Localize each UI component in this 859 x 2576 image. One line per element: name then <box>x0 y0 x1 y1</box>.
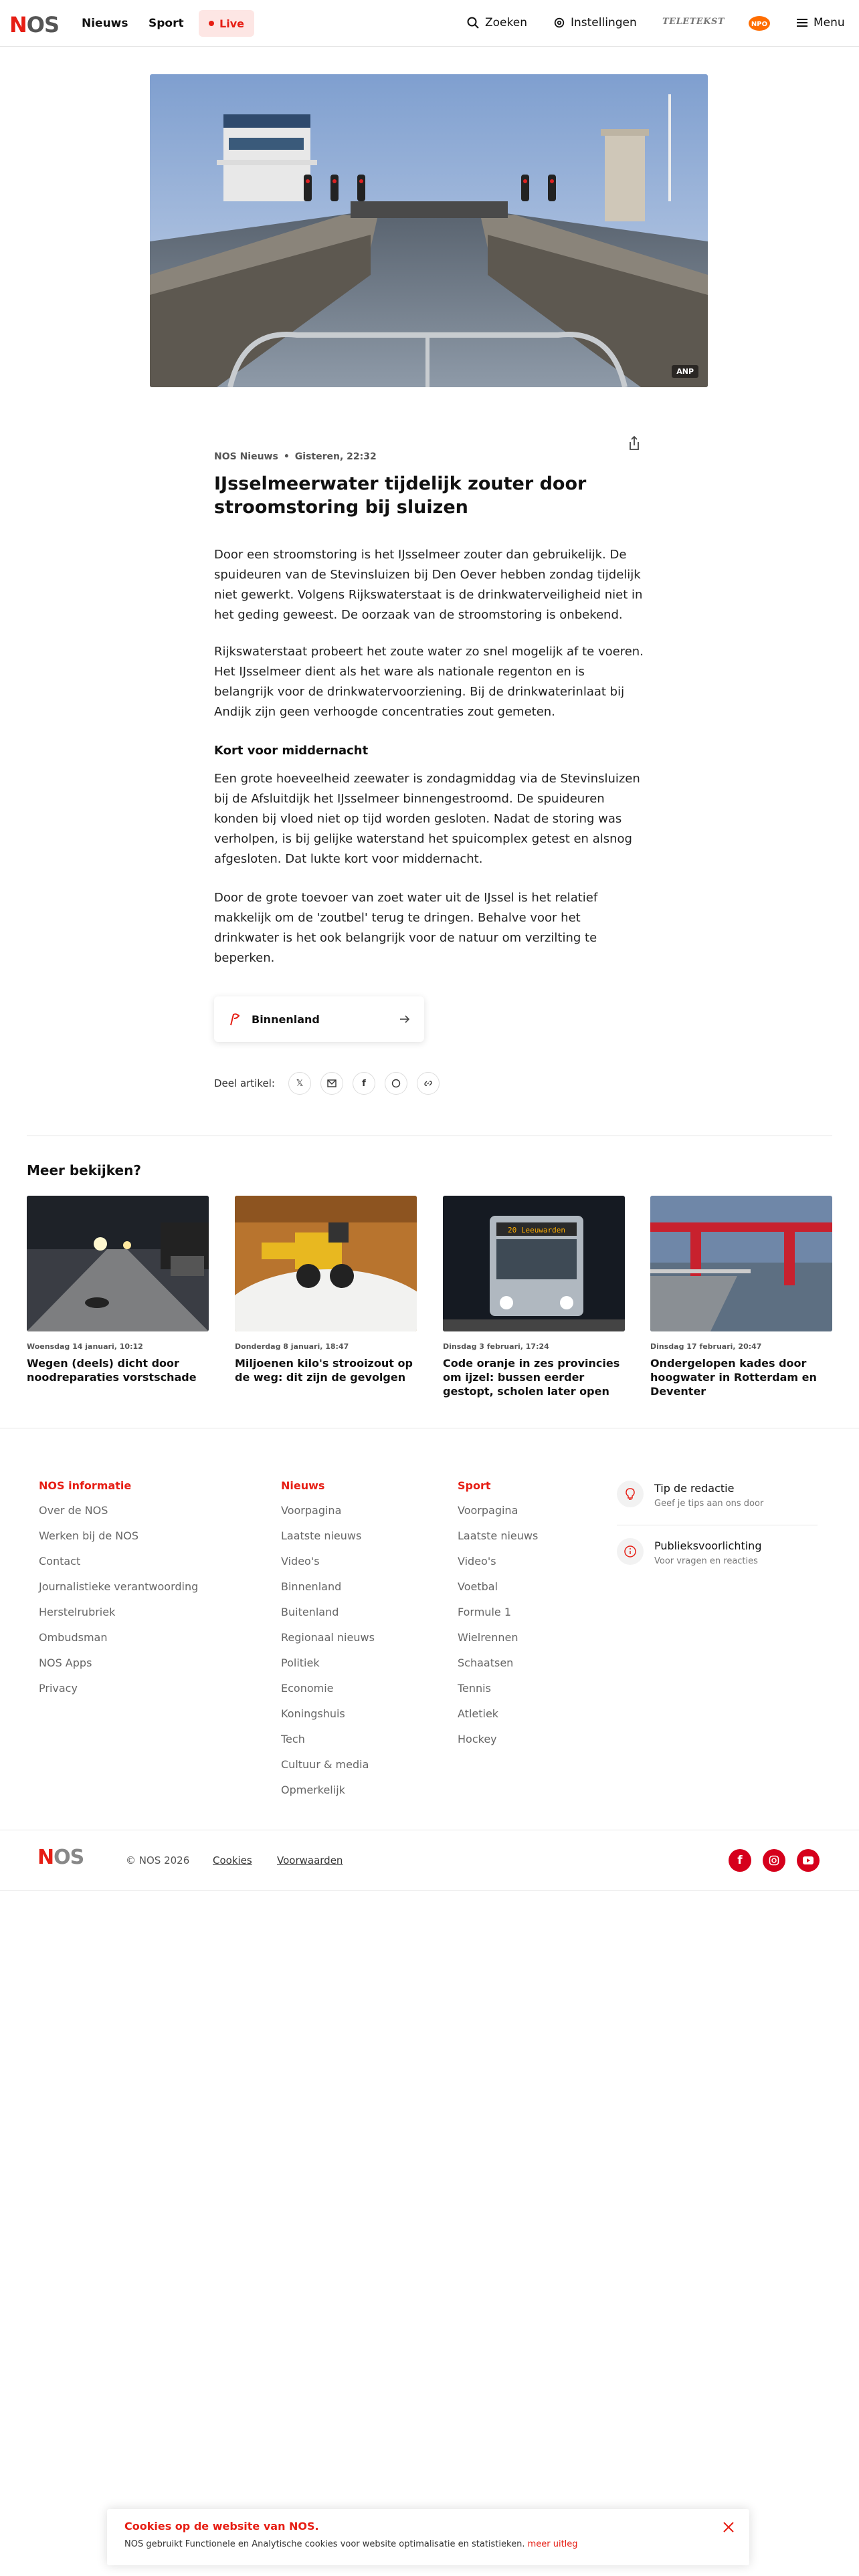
facebook-button[interactable] <box>729 1849 751 1872</box>
footer-link[interactable]: Werken bij de NOS <box>39 1529 139 1542</box>
footer-column-nos-informatie <box>39 1479 198 1707</box>
footer-link[interactable]: Cultuur & media <box>281 1758 369 1771</box>
link-icon <box>423 1079 433 1088</box>
contact-subtitle: Geef je tips aan ons door <box>654 1499 764 1509</box>
close-icon[interactable] <box>720 2518 737 2536</box>
search-button[interactable] <box>466 16 527 29</box>
contact-subtitle: Voor vragen en reacties <box>654 1556 758 1566</box>
youtube-button[interactable] <box>797 1849 820 1872</box>
footer-link[interactable]: Voetbal <box>458 1580 498 1593</box>
footer-link[interactable]: Herstelrubriek <box>39 1606 116 1618</box>
instagram-button[interactable] <box>763 1849 785 1872</box>
cookie-text <box>124 2539 732 2549</box>
publieksvoorlichting-link[interactable] <box>617 1538 761 1566</box>
footer-link[interactable]: Opmerkelijk <box>281 1784 345 1796</box>
related-article-card[interactable] <box>443 1196 625 1398</box>
instagram-icon <box>769 1855 779 1866</box>
share-whatsapp-button[interactable] <box>385 1072 407 1095</box>
youtube-icon <box>802 1856 814 1865</box>
article-hero-image <box>150 74 708 387</box>
nos-logo[interactable]: NOS <box>9 12 60 37</box>
teletekst-logo[interactable]: TELETEKST <box>662 17 725 27</box>
cookie-description: NOS gebruikt Functionele en Analytische cookies voor website optimalisatie en statistieken. <box>124 2539 525 2549</box>
cookie-banner <box>107 2509 749 2565</box>
share-icon[interactable] <box>622 431 646 455</box>
menu-button[interactable] <box>796 16 845 29</box>
footer-link[interactable]: Economie <box>281 1682 334 1695</box>
cookies-link[interactable]: Cookies <box>213 1854 252 1866</box>
share-link-button[interactable] <box>417 1072 440 1095</box>
related-article-date: Woensdag 14 januari, 10:12 <box>27 1342 143 1351</box>
related-article-card[interactable] <box>27 1196 209 1384</box>
footer-link[interactable]: Ombudsman <box>39 1631 108 1644</box>
footer-column-nieuws <box>281 1479 375 1809</box>
terms-link[interactable]: Voorwaarden <box>277 1854 343 1866</box>
site-header <box>0 0 859 47</box>
footer-link[interactable]: Journalistieke verantwoording <box>39 1580 199 1593</box>
footer-link[interactable]: Laatste nieuws <box>281 1529 362 1542</box>
footer-heading: NOS informatie <box>39 1479 132 1492</box>
mail-icon <box>327 1079 337 1087</box>
related-article-image <box>27 1196 209 1331</box>
article-subheading: Kort voor middernacht <box>214 744 369 758</box>
category-card-binnenland[interactable] <box>214 996 424 1042</box>
live-label: Live <box>219 17 244 30</box>
category-label: Binnenland <box>252 1012 320 1026</box>
footer-link[interactable]: Laatste nieuws <box>458 1529 539 1542</box>
settings-label: Instellingen <box>571 16 637 29</box>
footer-link[interactable]: Contact <box>39 1555 81 1568</box>
article-paragraph: Door de grote toevoer van zoet water uit de IJssel is het relatief makkelijk om de 'zoutbel' terug te dringen. Behalve voor het drinkwater is het ook belangrijk voor de natuur om verzilting te beperken. <box>214 891 598 965</box>
related-article-card[interactable] <box>650 1196 832 1398</box>
sluice-illustration <box>150 74 708 387</box>
tip-de-redactie-link[interactable] <box>617 1481 763 1509</box>
footer-link[interactable]: Video's <box>458 1555 496 1568</box>
related-article-date: Dinsdag 3 februari, 17:24 <box>443 1342 549 1351</box>
related-article-card[interactable] <box>235 1196 417 1384</box>
related-article-title: Ondergelopen kades door hoogwater in Rotterdam en Deventer <box>650 1357 817 1398</box>
svg-text:20 Leeuwarden: 20 Leeuwarden <box>507 1226 566 1235</box>
search-label: Zoeken <box>485 16 527 29</box>
footer-link[interactable]: Formule 1 <box>458 1606 511 1618</box>
footer-link[interactable]: Hockey <box>458 1733 497 1745</box>
footer-link[interactable]: Voorpagina <box>458 1504 518 1517</box>
cookie-title: Cookies op de website van NOS. <box>124 2520 319 2533</box>
footer-heading: Sport <box>458 1479 491 1492</box>
article-paragraph: Rijkswaterstaat probeert het zoute water zo snel mogelijk af te voeren. Het IJsselmeer dient als het ware als nationale regenton en is belangrijk voor de drinkwatervoorziening. Bij de drinkwaterinlaat bij Andijk zijn geen verhoogde concentraties zout gemeten. <box>214 645 644 719</box>
related-article-title: Wegen (deels) dicht door noodreparaties vorstschade <box>27 1357 197 1384</box>
lightbulb-icon <box>617 1481 644 1507</box>
more-section-title: Meer bekijken? <box>27 1162 141 1178</box>
footer-link[interactable]: Binnenland <box>281 1580 342 1593</box>
cookie-more-link[interactable]: meer uitleg <box>527 2539 578 2549</box>
related-article-image <box>443 1196 625 1331</box>
share-row <box>214 1072 440 1095</box>
settings-button[interactable] <box>553 16 637 29</box>
related-article-image <box>650 1196 832 1331</box>
arrow-right-icon <box>399 1013 411 1025</box>
footer-link[interactable]: Politiek <box>281 1656 320 1669</box>
article-paragraph: Een grote hoeveelheid zeewater is zondagmiddag via de Stevinsluizen bij de Afsluitdijk het IJsselmeer binnengestroomd. De spuideuren konden bij vloed niet op tijd worden gesloten. Nadat de storing was verholpen, is bij gelijke waterstand het spuicomplex getest en alsnog afgesloten. Dat lukte kort voor middernacht. <box>214 772 640 866</box>
footer-link[interactable]: Voorpagina <box>281 1504 342 1517</box>
footer-link[interactable]: Tennis <box>458 1682 491 1695</box>
share-x-button[interactable] <box>288 1072 311 1095</box>
footer-link[interactable]: Atletiek <box>458 1707 499 1720</box>
related-article-image <box>235 1196 417 1331</box>
facebook-icon: f <box>737 1854 743 1867</box>
share-label: Deel artikel: <box>214 1077 275 1089</box>
search-icon <box>466 16 480 29</box>
x-icon: 𝕏 <box>296 1078 304 1089</box>
footer-link[interactable]: NOS Apps <box>39 1656 92 1669</box>
article-meta: NOS Nieuws • Gisteren, 22:32 <box>214 451 377 462</box>
related-article-date: Dinsdag 17 februari, 20:47 <box>650 1342 762 1351</box>
facebook-icon: f <box>362 1078 366 1089</box>
related-article-date: Donderdag 8 januari, 18:47 <box>235 1342 349 1351</box>
nav-nieuws[interactable]: Nieuws <box>82 17 128 30</box>
contact-title: Tip de redactie <box>654 1482 735 1495</box>
footer-link[interactable]: Wielrennen <box>458 1631 518 1644</box>
copyright: © NOS 2026 <box>126 1854 190 1866</box>
footer-link[interactable]: Koningshuis <box>281 1707 345 1720</box>
contact-title: Publieksvoorlichting <box>654 1539 762 1552</box>
image-credit: ANP <box>672 365 698 378</box>
footer-link[interactable]: Regionaal nieuws <box>281 1631 375 1644</box>
whatsapp-icon <box>391 1079 401 1088</box>
live-dot-icon <box>209 21 214 26</box>
article-paragraph: Door een stroomstoring is het IJsselmeer zouter dan gebruikelijk. De spuideuren van de Stevinsluizen bij Den Oever hebben zondag tijdelijk niet gewerkt. Volgens Rijkswaterstaat is de drinkwaterveiligheid niet in het geding geweest. De oorzaak van de stroomstoring is onbekend. <box>214 548 643 622</box>
flag-icon <box>227 1012 242 1027</box>
info-icon <box>617 1538 644 1565</box>
gear-icon <box>553 17 565 29</box>
article-source[interactable]: NOS Nieuws <box>214 451 278 462</box>
article-timestamp: Gisteren, 22:32 <box>294 451 377 462</box>
footer-link[interactable]: Buitenland <box>281 1606 339 1618</box>
footer-column-sport <box>458 1479 538 1758</box>
share-email-button[interactable] <box>320 1072 343 1095</box>
footer-link[interactable]: Privacy <box>39 1682 78 1695</box>
hamburger-icon <box>796 17 808 28</box>
footer-heading: Nieuws <box>281 1479 325 1492</box>
npo-logo[interactable] <box>748 15 771 32</box>
footer-link[interactable]: Over de NOS <box>39 1504 108 1517</box>
npo-label: NPO <box>751 21 768 28</box>
nav-sport[interactable]: Sport <box>149 17 184 30</box>
menu-label: Menu <box>814 16 845 29</box>
footer-link[interactable]: Schaatsen <box>458 1656 514 1669</box>
live-button[interactable] <box>199 10 254 37</box>
footer-nos-logo[interactable]: NOS <box>37 1846 84 1869</box>
article-title: IJsselmeerwater tijdelijk zouter door stroomstoring bij sluizen <box>214 473 587 518</box>
divider <box>0 1890 859 1891</box>
footer-link[interactable]: Tech <box>281 1733 305 1745</box>
related-article-title: Miljoenen kilo's strooizout op de weg: dit zijn de gevolgen <box>235 1357 413 1384</box>
related-article-title: Code oranje in zes provincies om ijzel: bussen eerder gestopt, scholen later open <box>443 1357 620 1398</box>
footer-link[interactable]: Video's <box>281 1555 320 1568</box>
share-facebook-button[interactable] <box>353 1072 375 1095</box>
